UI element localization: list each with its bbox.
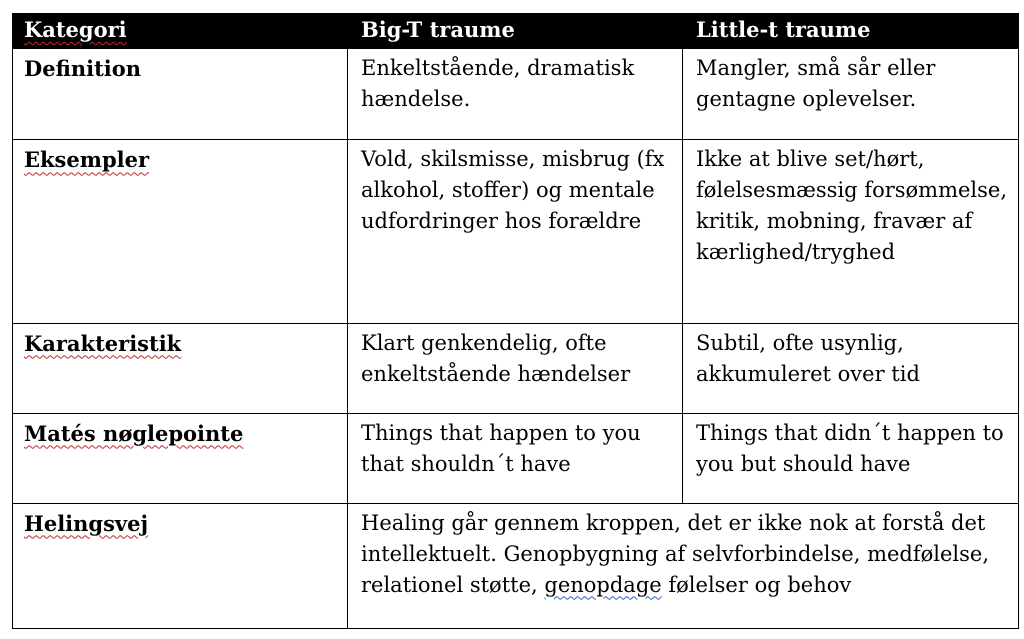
little-t-cell: Things that didn´t happen to you but should have — [683, 413, 1019, 503]
big-t-cell: Enkeltstående, dramatisk hændelse. — [348, 49, 683, 140]
header-category: Kategori — [13, 14, 348, 49]
comparison-table — [12, 13, 1019, 629]
grammar-flagged-word: genopdage — [544, 572, 662, 597]
big-t-cell: Things that happen to you that shouldn´t have — [348, 413, 683, 503]
table-row — [13, 49, 1019, 140]
category-cell — [13, 323, 348, 413]
table-header-row — [13, 14, 1019, 49]
big-t-cell: Vold, skilsmisse, misbrug (fx alkohol, stoffer) og mentale udfordringer hos forældre — [348, 140, 683, 323]
category-cell — [13, 140, 348, 323]
healing-text-cell: Healing går gennem kroppen, det er ikke nok at forstå det intellektuelt. Genopbygning af selvforbindelse, medfølelse, relationel støtte, genopdage følelser og behov — [348, 503, 1019, 628]
big-t-cell: Klart genkendelig, ofte enkeltstående hændelser — [348, 323, 683, 413]
category-label: Helingsvej — [24, 510, 149, 536]
table-row — [13, 413, 1019, 503]
category-cell — [13, 49, 348, 140]
header-big-t: Big-T traume — [348, 14, 683, 49]
category-label: Definition — [24, 56, 142, 82]
little-t-cell: Mangler, små sår eller gentagne oplevelser. — [683, 49, 1019, 140]
category-label: Eksempler — [24, 147, 150, 173]
header-little-t: Little-t traume — [683, 14, 1019, 49]
table-row — [13, 323, 1019, 413]
category-label: Karakteristik — [24, 330, 182, 356]
little-t-cell: Subtil, ofte usynlig, akkumuleret over tid — [683, 323, 1019, 413]
category-cell — [13, 413, 348, 503]
table-row — [13, 140, 1019, 323]
little-t-cell: Ikke at blive set/hørt, følelsesmæssig forsømmelse, kritik, mobning, fravær af kærlighed/tryghed — [683, 140, 1019, 323]
table-row — [13, 503, 1019, 628]
category-label: Matés nøglepointe — [24, 420, 244, 446]
category-cell — [13, 503, 348, 628]
